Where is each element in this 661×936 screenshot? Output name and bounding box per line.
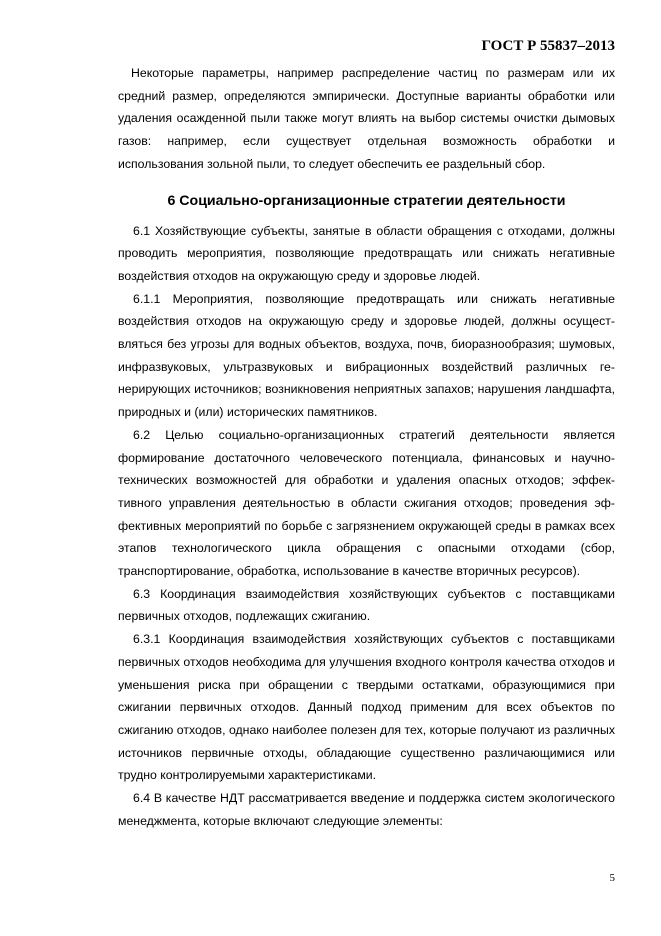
paragraph-6-4: 6.4 В качестве НДТ рассматривается введение и поддержка систем экологического менеджмента, которые включают следующие элементы: bbox=[118, 791, 615, 828]
paragraph-6-2: 6.2 Целью социально-организационных стратегий деятельности является формирование достаточного человеческого потенциала, финансовых и научно-технических возможностей для обработки и удаления опасных отходов; эффективного управления деятельностью в области сжигания отходов; проведения эффективных мероприятий по борьбе с загрязнением окружающей среды в рамках всех этапов технологического цикла обращения с опасными отходами (сбор, транспортирование, обработка, использование в качестве вторичных ресурсов). bbox=[118, 427, 615, 579]
paragraph-6-1: 6.1 Хозяйствующие субъекты, занятые в области обращения с отходами, должны проводить мероприятия, позволяющие предотвращать или снижать негативные воздействия отходов на окружающую среду и здоровье людей. bbox=[118, 223, 615, 283]
page-content bbox=[118, 62, 615, 833]
intro-paragraph: Некоторые параметры, например распределение частиц по размерам или их средний размер, определяются эмпирически. Доступные варианты обработки или удаления осажденной пыли также могут влиять на выбор системы очистки дымовых газов: например, если существует отдельная возможность обработки и использования зольной пыли, то следует обеспечить ее раздельный сбор. bbox=[118, 66, 615, 171]
paragraph-6-3: 6.3 Координация взаимодействия хозяйствующих субъектов с поставщиками первичных отходов, подлежащих сжиганию. bbox=[118, 586, 615, 624]
paragraph-6-3-1: 6.3.1 Координация взаимодействия хозяйствующих субъектов с поставщиками первичных отходов необходима для улучшения входного контроля качества отходов и уменьшения риска при обращении с твердыми остатками, образующимися при сжигании первичных отходов. Данный подход применим для всех объектов по сжиганию отходов, однако наиболее полезен для тех, которые получают из различных источников первичные отходы, обладающие существенно различающимися или трудно контролируемыми характеристиками. bbox=[118, 632, 615, 783]
paragraph-6-1-1: 6.1.1 Мероприятия, позволяющие предотвращать или снижать негативные воздействия отходов на окружающую среду и здоровье людей, должны осуществляться без угрозы для водных объектов, воздуха, почв, биоразнообразия; шумовых, инфразвуковых, ультразвуковых и вибрационных воздействий различных генерирующих источников; возникновения неприятных запахов; нарушения ландшафта, природных и (или) исторических памятников. bbox=[118, 291, 615, 420]
section-title: 6 Социально-организационные стратегии деятельности bbox=[167, 192, 566, 209]
page-number: 5 bbox=[609, 872, 615, 884]
document-header-standard: ГОСТ Р 55837–2013 bbox=[481, 38, 615, 54]
